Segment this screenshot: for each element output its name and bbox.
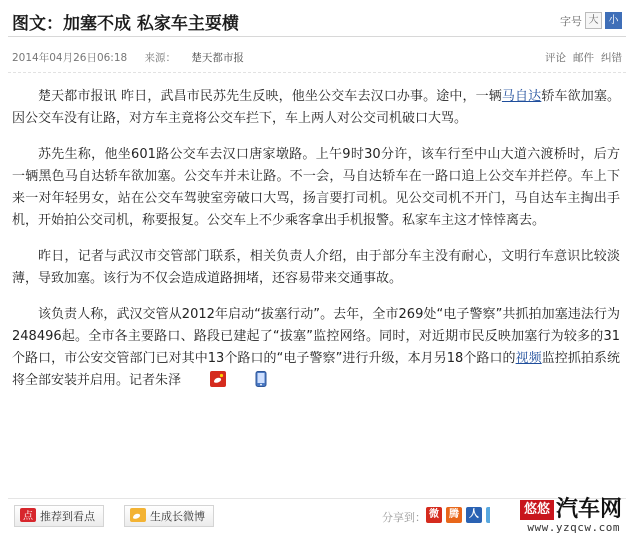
email-link[interactable]: 邮件 [573, 52, 594, 64]
article-body [12, 86, 620, 409]
paragraph-text: 苏先生称，他坐601路公交车去汉口唐家墩路。上午9时30分许，该车行至中山大道六渡桥时，后方一辆黑色马自达轿车欲加塞。公交车并未让路。不一会，马自达轿车在一路口追上公交车并拦停。车上下来一对年轻男女，站在公交车驾驶室旁破口大骂，扬言要打司机。见公交司机不开门，马自达车主掏出手机，开始拍公交司机，称要报复。公交车上不少乘客拿出手机报警。私家车主这才悻悻离去。 [12, 147, 620, 228]
font-size-large-button[interactable]: 大 [585, 12, 602, 29]
long-weibo-button[interactable] [124, 505, 214, 527]
svg-text:点: 点 [23, 510, 33, 522]
paragraph-text: 监控抓拍系统将全部安装并启用。记者朱泽 [12, 351, 620, 388]
article-meta [12, 50, 622, 66]
font-size-small-button[interactable]: 小 [605, 12, 622, 29]
article-title: 图文：加塞不成 私家车主耍横 [12, 14, 239, 34]
mazda-link[interactable]: 马自达 [501, 89, 542, 104]
tencent-share-icon[interactable]: 腾 [446, 507, 462, 523]
recommend-label: 推荐到看点 [40, 510, 95, 523]
article-paragraph [12, 86, 620, 130]
report-error-link[interactable]: 纠错 [601, 52, 622, 64]
weibo-small-icon[interactable] [184, 371, 226, 395]
divider [8, 72, 626, 73]
article-paragraph [12, 304, 620, 395]
comment-link[interactable]: 评论 [545, 52, 566, 64]
source-name: 楚天都市报 [191, 52, 244, 64]
source-label: 来源： [144, 52, 177, 64]
renren-share-icon[interactable]: 人 [466, 507, 482, 523]
watermark-url: www.yzqcw.com [527, 521, 620, 534]
paragraph-text: 昨日，记者与武汉市交管部门联系，相关负责人介绍，由于部分车主没有耐心，文明行车意识比较淡薄，导致加塞。该行为不仅会造成道路拥堵，还容易带来交通事故。 [12, 249, 620, 286]
paragraph-text: 楚天都市报讯 昨日，武昌市民苏先生反映，他坐公交车去汉口办事。途中，一辆 [38, 89, 502, 104]
share-bar [8, 498, 626, 533]
paragraph-text: 轿车欲加塞。因公交车没有让路，对方车主竟将公交车拦下，车上两人对公交司机破口大骂。 [12, 89, 620, 126]
title-bar [8, 6, 626, 37]
font-size-label: 字号 [560, 14, 582, 28]
share-to-label: 分享到： [382, 511, 426, 524]
watermark-badge: 悠悠 [520, 500, 554, 520]
site-watermark [490, 499, 622, 537]
font-size-control [560, 12, 622, 29]
article-paragraph [12, 246, 620, 290]
watermark-logo [520, 499, 622, 521]
watermark-name: 汽车网 [555, 497, 622, 522]
mobile-phone-icon[interactable] [229, 371, 267, 395]
weibo-share-icon[interactable]: 微 [426, 507, 442, 523]
long-weibo-icon [130, 508, 146, 525]
recommend-button[interactable] [14, 505, 104, 527]
long-weibo-label: 生成长微博 [150, 510, 205, 523]
recommend-icon [20, 508, 36, 525]
video-link[interactable]: 视频 [515, 351, 542, 366]
meta-actions [545, 50, 622, 65]
paragraph-text: 该负责人称，武汉交管从2012年启动“拔塞行动”。去年，全市269处“电子警察”共抓拍加塞违法行为248496起。全市各主要路口、路段已建起了“拔塞”监控网络。同时，对近期市民反映加塞行为较多的31个路口，市公安交管部门已对其中13个路口的“电子警察”进行升级，本月另18个路口的 [12, 307, 620, 366]
article-paragraph [12, 144, 620, 232]
publish-date: 2014年04月26日06:18 [12, 52, 128, 64]
